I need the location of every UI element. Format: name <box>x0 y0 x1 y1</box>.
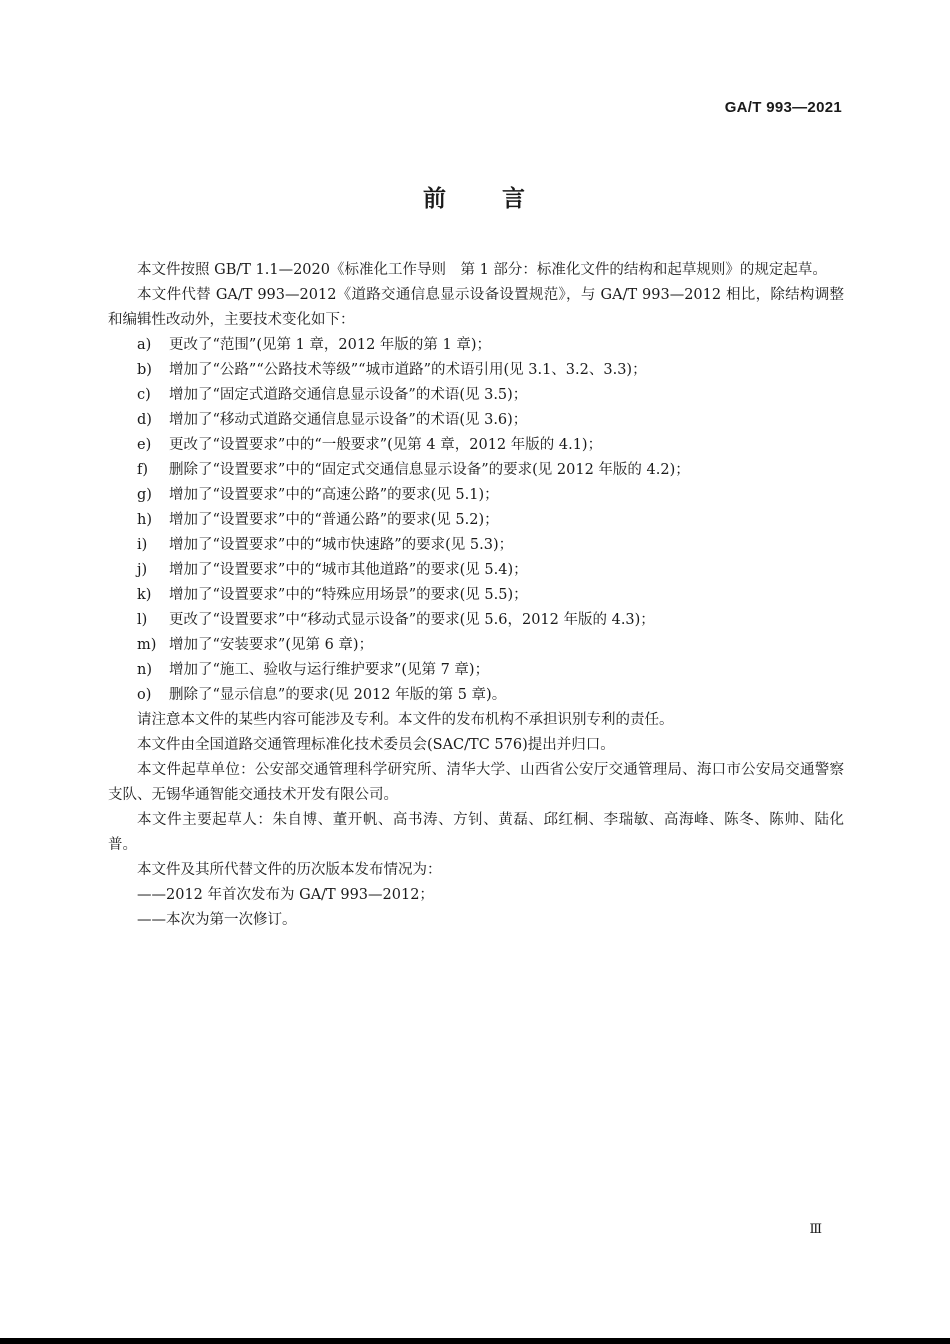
list-item-label: n) <box>137 662 152 678</box>
foreword-body <box>108 258 844 933</box>
list-item-label: b) <box>137 362 152 378</box>
page-number: Ⅲ <box>809 1222 822 1237</box>
list-item-text: 更改了“设置要求”中的“一般要求”(见第 4 章，2012 年版的 4.1)； <box>169 437 603 453</box>
list-item <box>108 608 844 633</box>
list-item <box>108 333 844 358</box>
list-item-text: 增加了“移动式道路交通信息显示设备”的术语(见 3.6)； <box>169 412 528 428</box>
list-item-label: f) <box>137 462 149 478</box>
paragraph-drafting-units: 本文件起草单位：公安部交通管理科学研究所、清华大学、山西省公安厅交通管理局、海口市公安局交通警察支队、无锡华通智能交通技术开发有限公司。 <box>108 762 844 803</box>
list-item-label: i) <box>137 537 148 553</box>
page-title <box>0 180 950 213</box>
list-item-text: 增加了“设置要求”中的“高速公路”的要求(见 5.1)； <box>169 487 499 503</box>
list-item-text: 增加了“公路”“公路技术等级”“城市道路”的术语引用(见 3.1、3.2、3.3)； <box>169 362 647 378</box>
changes-list <box>108 333 844 708</box>
list-item-label: m) <box>137 637 157 653</box>
paragraph-committee: 本文件由全国道路交通管理标准化技术委员会(SAC/TC 576)提出并归口。 <box>137 737 615 753</box>
list-item <box>108 358 844 383</box>
list-item <box>108 633 844 658</box>
list-item <box>108 433 844 458</box>
list-item <box>108 483 844 508</box>
list-item <box>108 508 844 533</box>
list-item-text: 更改了“设置要求”中“移动式显示设备”的要求(见 5.6，2012 年版的 4.3)； <box>169 612 655 628</box>
list-item-label: k) <box>137 587 152 603</box>
bottom-border <box>0 1338 950 1344</box>
title-char-1: 前 <box>423 186 448 212</box>
list-item-text: 增加了“固定式道路交通信息显示设备”的术语(见 3.5)； <box>169 387 528 403</box>
paragraph-history-intro: 本文件及其所代替文件的历次版本发布情况为： <box>137 862 442 878</box>
document-code: GA/T 993—2021 <box>724 99 842 116</box>
list-item-text: 更改了“范围”(见第 1 章，2012 年版的第 1 章)； <box>169 337 492 353</box>
list-item <box>108 583 844 608</box>
list-item-label: a) <box>137 337 152 353</box>
paragraph-replacement: 本文件代替 GA/T 993—2012《道路交通信息显示设备设置规范》，与 GA/T 993—2012 相比，除结构调整和编辑性改动外，主要技术变化如下： <box>108 287 844 328</box>
list-item <box>108 683 844 708</box>
list-item <box>108 558 844 583</box>
list-item-text: 增加了“设置要求”中的“城市快速路”的要求(见 5.3)； <box>169 537 514 553</box>
list-item-text: 增加了“设置要求”中的“普通公路”的要求(见 5.2)； <box>169 512 499 528</box>
list-item-label: g) <box>137 487 152 503</box>
list-item <box>108 383 844 408</box>
list-item-text: 增加了“安装要求”(见第 6 章)； <box>169 637 374 653</box>
paragraph-drafting-basis: 本文件按照 GB/T 1.1—2020《标准化工作导则 第 1 部分：标准化文件的结构和起草规则》的规定起草。 <box>137 262 827 278</box>
list-item-text: 增加了“施工、验收与运行维护要求”(见第 7 章)； <box>169 662 490 678</box>
list-item-label: h) <box>137 512 152 528</box>
list-item-label: o) <box>137 687 152 703</box>
list-item-label: e) <box>137 437 152 453</box>
paragraph-patent-notice: 请注意本文件的某些内容可能涉及专利。本文件的发布机构不承担识别专利的责任。 <box>137 712 674 728</box>
paragraph-drafters: 本文件主要起草人：朱自博、董开帆、高书涛、方钊、黄磊、邱红桐、李瑞敏、高海峰、陈冬、陈帅、陆化普。 <box>108 812 844 853</box>
list-item <box>108 658 844 683</box>
list-item-text: 增加了“设置要求”中的“特殊应用场景”的要求(见 5.5)； <box>169 587 528 603</box>
history-item-current: ——本次为第一次修订。 <box>137 912 297 928</box>
list-item-label: l) <box>137 612 148 628</box>
list-item-text: 增加了“设置要求”中的“城市其他道路”的要求(见 5.4)； <box>169 562 528 578</box>
list-item-label: j) <box>137 562 148 578</box>
list-item-text: 删除了“设置要求”中的“固定式交通信息显示设备”的要求(见 2012 年版的 4.2)； <box>169 462 690 478</box>
history-item-2012: ——2012 年首次发布为 GA/T 993—2012； <box>137 887 434 903</box>
list-item-label: d) <box>137 412 152 428</box>
list-item-label: c) <box>137 387 151 403</box>
list-item <box>108 533 844 558</box>
title-char-2: 言 <box>502 186 527 212</box>
list-item-text: 删除了“显示信息”的要求(见 2012 年版的第 5 章)。 <box>169 687 507 703</box>
list-item <box>108 408 844 433</box>
list-item <box>108 458 844 483</box>
